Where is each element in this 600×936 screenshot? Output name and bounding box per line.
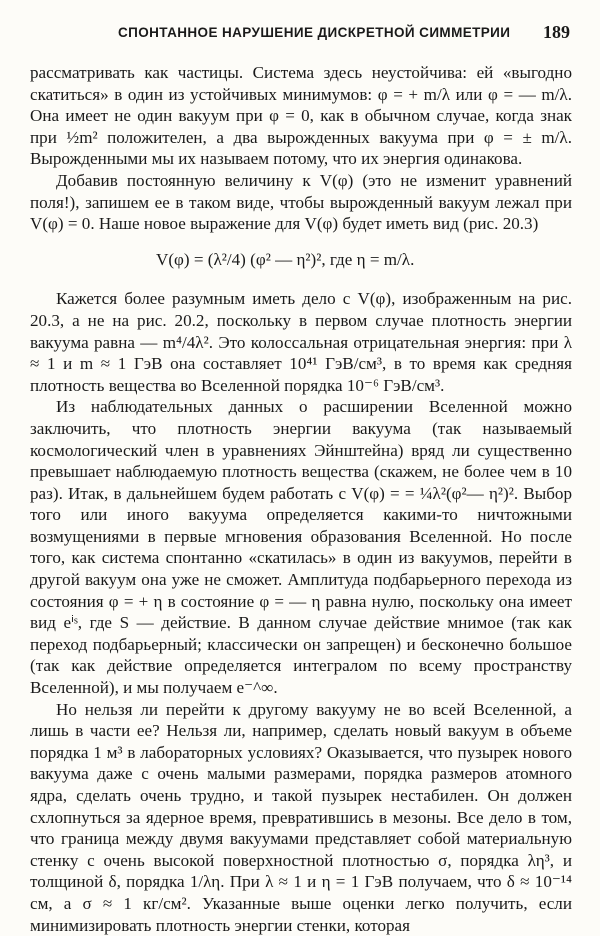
paragraph: Из наблюдательных данных о расширении Вселенной можно заключить, что плотность энергии вакуума (так называемый космологический член в уравнениях Эйнштейна) вряд ли существенно превышает наблюдаемую плотность вещества (скажем, не более чем в 10 раз). Итак, в дальнейшем будем работать с V(φ) = = ¼λ²(φ²— η²)². Выбор того или иного вакуума определяется какими-то ничтожными возмущениями в первые мгновения образования Вселенной. Но после того, как система спонтанно «скатилась» в один из вакуумов, перейти в другой вакуум она уже не сможет. Амплитуда подбарьерного перехода из состояния φ = + η в состояние φ = — η равна нулю, поскольку она имеет вид eⁱˢ, где S — действие. В данном случае действие мнимое (так как переход подбарьерный; классически он запрещен) и бесконечно большое (так как действие определяется интегралом по всему пространству Вселенной), и мы получаем e⁻^∞.	[30, 397, 572, 698]
page-number: 189	[543, 22, 570, 42]
page-header	[30, 22, 576, 46]
formula: V(φ) = (λ²/4) (φ² — η²)², где η = m/λ.	[156, 249, 415, 269]
paragraph: Но нельзя ли перейти к другому вакууму не во всей Вселенной, а лишь в части ее? Нельзя ли, например, сделать новый вакуум в объеме порядка 1 м³ в лабораторных условиях? Оказывается, что пузырек нового вакуума даже с очень малыми размерами, порядка размеров атомного ядра, сделать очень трудно, и такой пузырек нестабилен. Он должен схлопнуться за ядерное время, превратившись в мезоны. Все дело в том, что граница между двумя вакуумами представляет собой материальную стенку с очень высокой поверхностной плотностью σ, порядка λη³, и толщиной δ, порядка 1/λη. При λ ≈ 1 и η = 1 ГэВ получаем, что δ ≈ 10⁻¹⁴ см, а σ ≈ 1 кг/см². Указанные выше оценки легко получить, если минимизировать плотность энергии стенки, которая	[30, 699, 572, 935]
paragraph: Кажется более разумным иметь дело с V(φ), изображенным на рис. 20.3, а не на рис. 20.2, поскольку в первом случае плотность энергии вакуума равна — m⁴/4λ². Это колоссальная отрицательная энергия: при λ ≈ 1 и m ≈ 1 ГэВ она составляет 10⁴¹ ГэВ/см³, в то время как средняя плотность вещества во Вселенной порядка 10⁻⁶ ГэВ/см³.	[30, 289, 572, 395]
running-head: СПОНТАННОЕ НАРУШЕНИЕ ДИСКРЕТНОЙ СИММЕТРИИ	[118, 25, 511, 40]
paragraph: Добавив постоянную величину к V(φ) (это не изменит уравнений поля!), запишем ее в таком виде, чтобы вырожденный вакуум лежал при V(φ) = 0. Наше новое выражение для V(φ) будет иметь вид (рис. 20.3)	[30, 170, 572, 234]
body-text	[30, 62, 572, 936]
paragraph: рассматривать как частицы. Система здесь неустойчива: ей «выгодно скатиться» в один из устойчивых минимумов: φ = + m/λ или φ = — m/λ. Она имеет не один вакуум при φ = 0, как в обычном случае, когда знак при ½m² положителен, а два вырожденных вакуума при φ = ± m/λ. Вырожденными мы их называем потому, что их энергия одинакова.	[30, 63, 572, 169]
